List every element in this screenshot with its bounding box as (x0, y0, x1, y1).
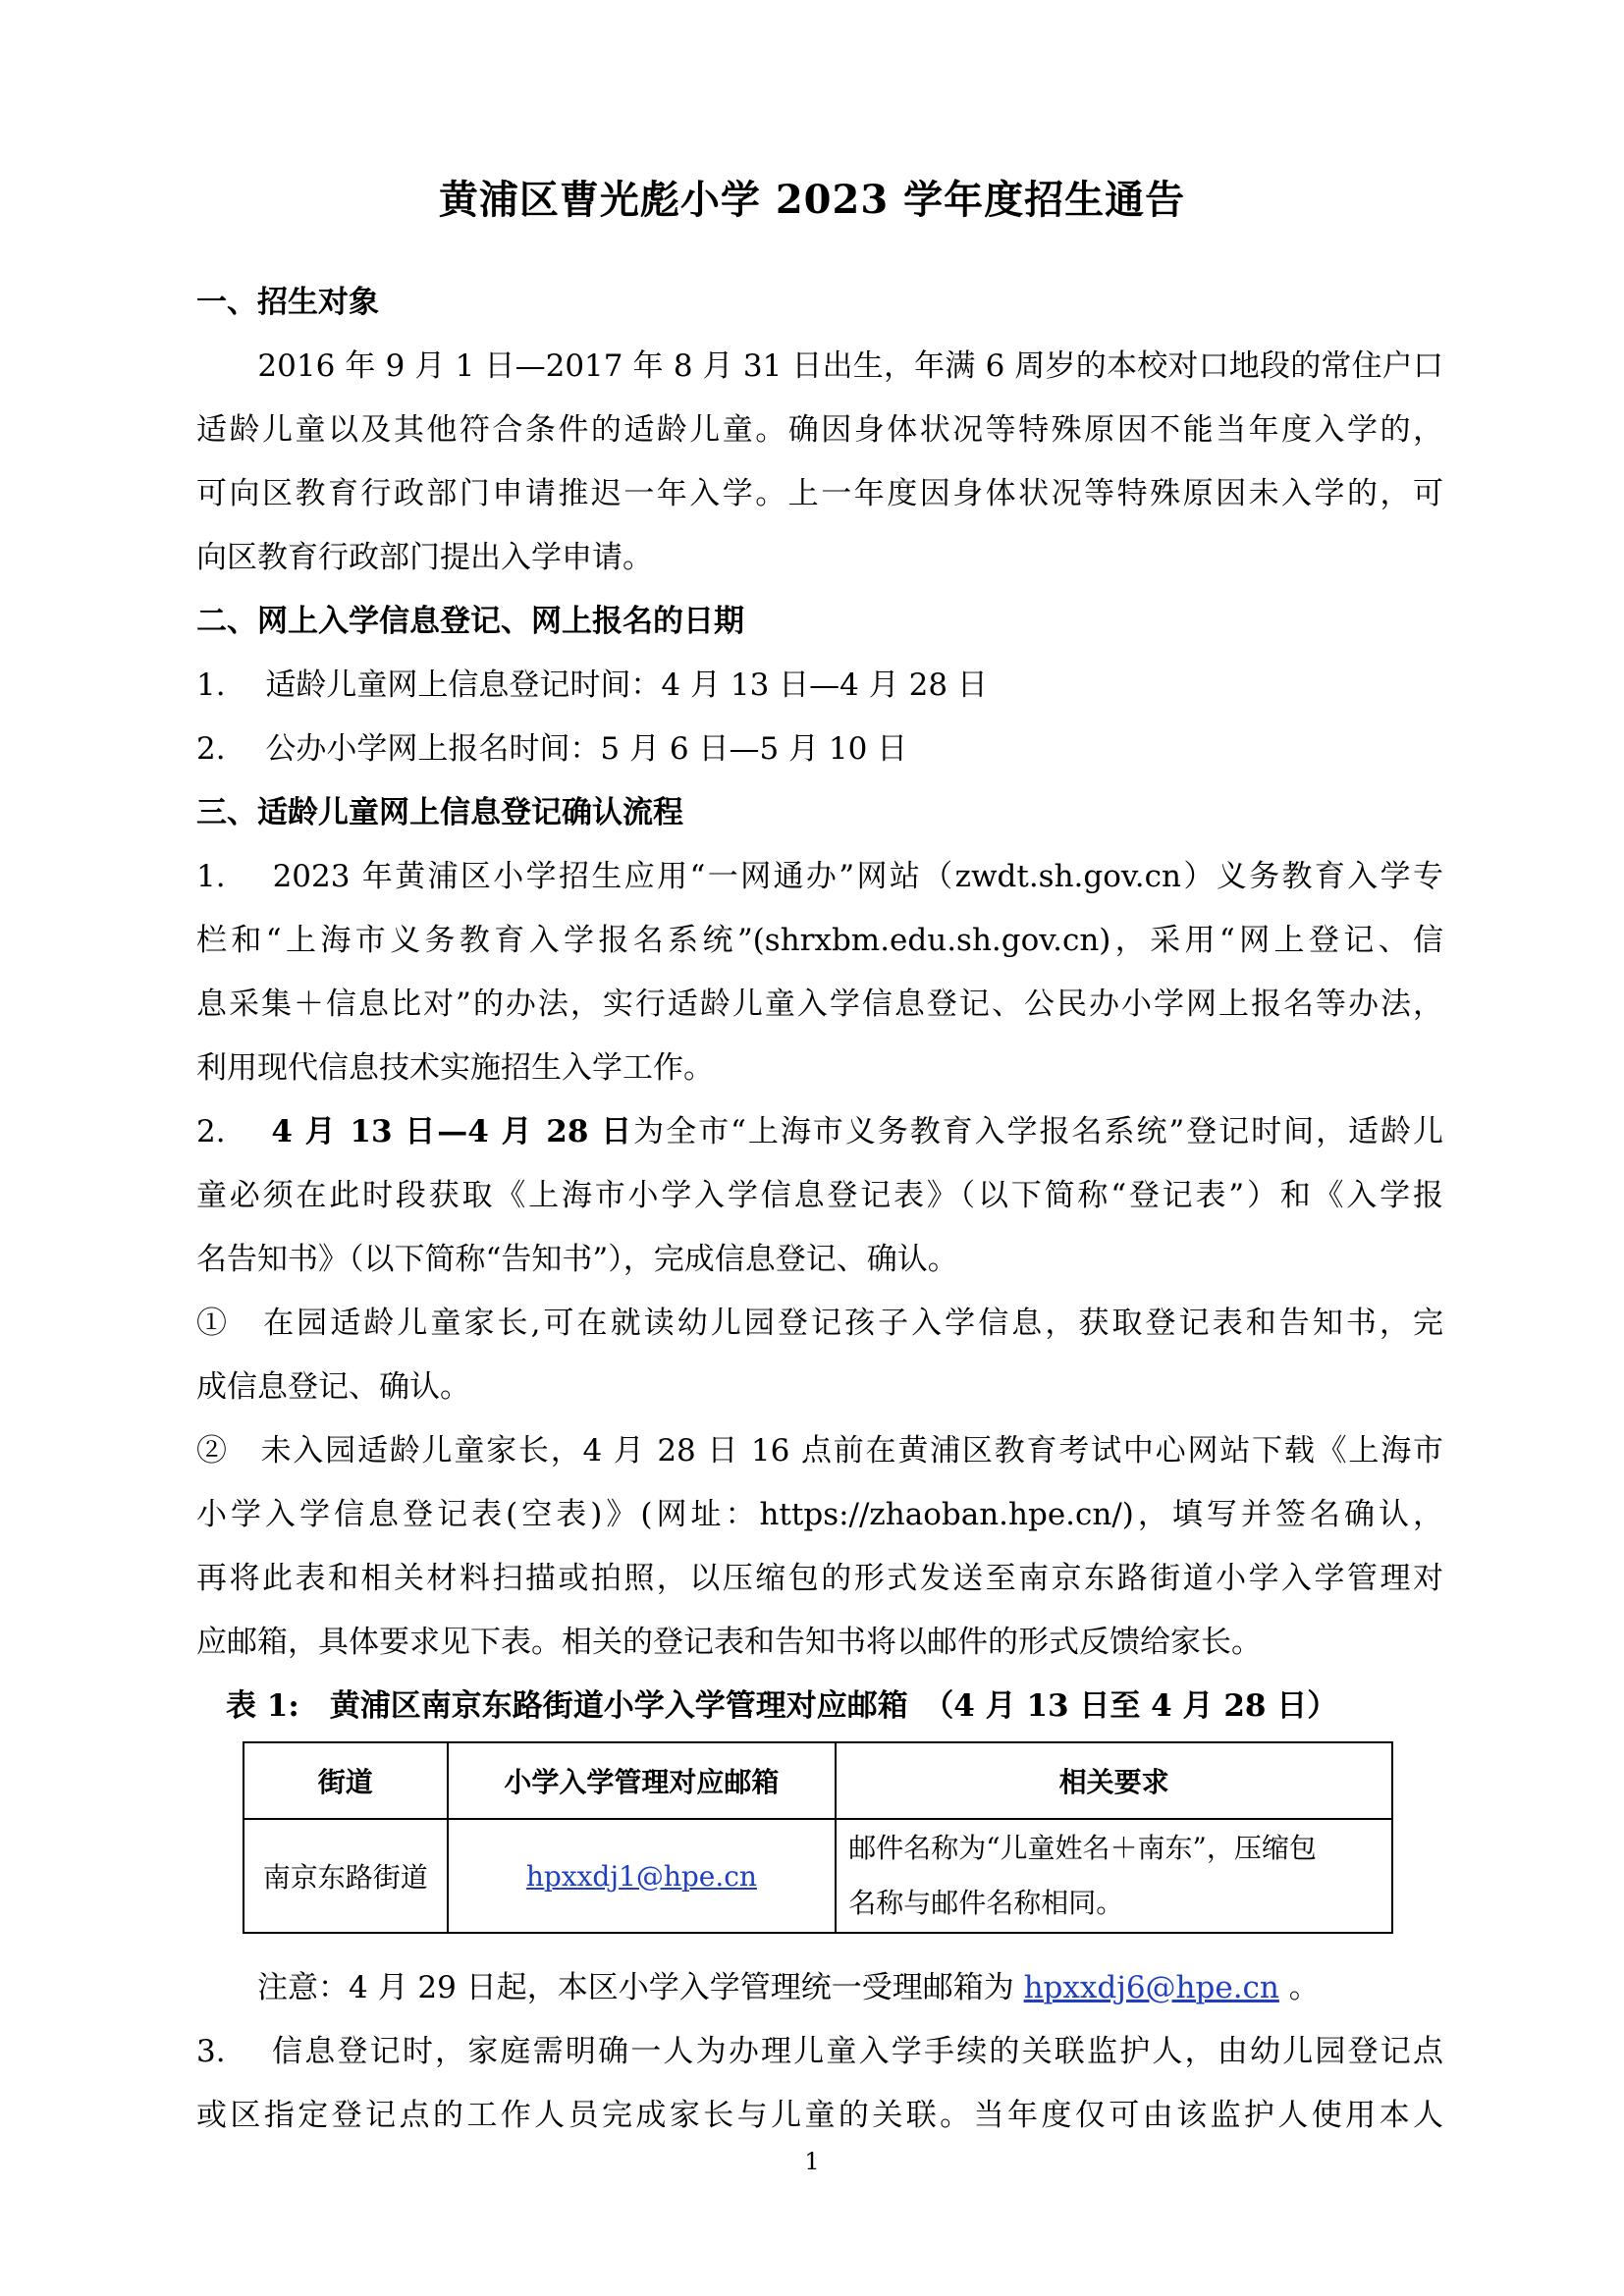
table-caption: 表 1: 黄浦区南京东路街道小学入学管理对应邮箱 （4 月 13 日至 4 月 28 日） (226, 1688, 1338, 1724)
text-line: ② 未入园适龄儿童家长，4 月 28 日 16 点前在黄浦区教育考试中心网站下载《上海市 (196, 1433, 1443, 1468)
email-link-hpxxdj1[interactable]: hpxxdj1@hpe.cn (525, 1859, 757, 1893)
paragraph-2-bold-dates: 4 月 13 日—4 月 28 日 (271, 1114, 634, 1149)
notice-text: 注意：4 月 29 日起，本区小学入学管理统一受理邮箱为 (196, 1970, 1024, 2005)
text-line: 可向区教育行政部门申请推迟一年入学。上一年度因身体状况等特殊原因未入学的，可 (196, 476, 1443, 511)
text-line: 二、网上入学信息登记、网上报名的日期 (196, 604, 744, 639)
paragraph-2-line-1 (196, 1112, 1443, 1151)
notice-line (196, 1968, 1443, 2007)
table-header-email: 小学入学管理对应邮箱 (448, 1742, 837, 1819)
table-header-row (244, 1742, 1392, 1819)
text-line: 再将此表和相关材料扫描或拍照，以压缩包的形式发送至南京东路街道小学入学管理对 (196, 1561, 1443, 1596)
text-line: 小学入学信息登记表(空表)》(网址：https://zhaoban.hpe.cn/)，填写并签名确认， (196, 1497, 1443, 1532)
text-line: 一、招生对象 (196, 285, 379, 320)
notice-suffix: 。 (1278, 1970, 1320, 2005)
text-line: 2. 公办小学网上报名时间：5 月 6 日—5 月 10 日 (196, 731, 908, 767)
table-cell-email (448, 1819, 837, 1933)
page-number: 1 (804, 2148, 820, 2175)
text-line: 适龄儿童以及其他符合条件的适龄儿童。确因身体状况等特殊原因不能当年度入学的， (196, 412, 1443, 448)
text-line: ① 在园适龄儿童家长,可在就读幼儿园登记孩子入学信息，获取登记表和告知书，完 (196, 1306, 1443, 1341)
email-link-hpxxdj6[interactable]: hpxxdj6@hpe.cn (1023, 1970, 1279, 2005)
text-line: 成信息登记、确认。 (196, 1369, 470, 1405)
text-line: 利用现代信息技术实施招生入学工作。 (196, 1050, 714, 1086)
text-line: 2016 年 9 月 1 日—2017 年 8 月 31 日出生，年满 6 周岁的本校对口地段的常住户口 (196, 348, 1443, 384)
text-line: 向区教育行政部门提出入学申请。 (196, 540, 653, 575)
paragraph-2-number: 2. (196, 1114, 272, 1149)
requirement-line-2: 名称与邮件名称相同。 (848, 1887, 1124, 1919)
mailbox-table (243, 1741, 1393, 1934)
table-header-street: 街道 (244, 1742, 448, 1819)
requirement-line-1: 邮件名称为“儿童姓名＋南东”，压缩包 (848, 1832, 1317, 1864)
document-title: 黄浦区曹光彪小学 2023 学年度招生通告 (438, 177, 1186, 223)
text-line: 应邮箱，具体要求见下表。相关的登记表和告知书将以邮件的形式反馈给家长。 (196, 1625, 1262, 1660)
text-line: 1. 适龄儿童网上信息登记时间：4 月 13 日—4 月 28 日 (196, 667, 988, 703)
paragraph-2-text: 为全市“上海市义务教育入学报名系统”登记时间，适龄儿 (633, 1114, 1443, 1149)
text-line: 三、适龄儿童网上信息登记确认流程 (196, 795, 683, 830)
table-cell-requirements (836, 1819, 1392, 1933)
text-line: 或区指定登记点的工作人员完成家长与儿童的关联。当年度仅可由该监护人使用本人 (196, 2098, 1443, 2133)
paragraph-2-line-2: 童必须在此时段获取《上海市小学入学信息登记表》（以下简称“登记表”）和《入学报 (196, 1178, 1443, 1213)
paragraph-2-line-3: 名告知书》（以下简称“告知书”），完成信息登记、确认。 (196, 1242, 958, 1277)
table-row (244, 1819, 1392, 1933)
text-line: 息采集＋信息比对”的办法，实行适龄儿童入学信息登记、公民办小学网上报名等办法， (196, 987, 1443, 1022)
table-cell-street: 南京东路街道 (244, 1819, 448, 1933)
text-line: 栏和“上海市义务教育入学报名系统”(shrxbm.edu.sh.gov.cn)，采用“网上登记、信 (196, 923, 1443, 958)
text-line: 3. 信息登记时，家庭需明确一人为办理儿童入学手续的关联监护人，由幼儿园登记点 (196, 2034, 1443, 2069)
table-header-requirements: 相关要求 (836, 1742, 1392, 1819)
text-line: 1. 2023 年黄浦区小学招生应用“一网通办”网站（zwdt.sh.gov.cn）义务教育入学专 (196, 859, 1443, 894)
